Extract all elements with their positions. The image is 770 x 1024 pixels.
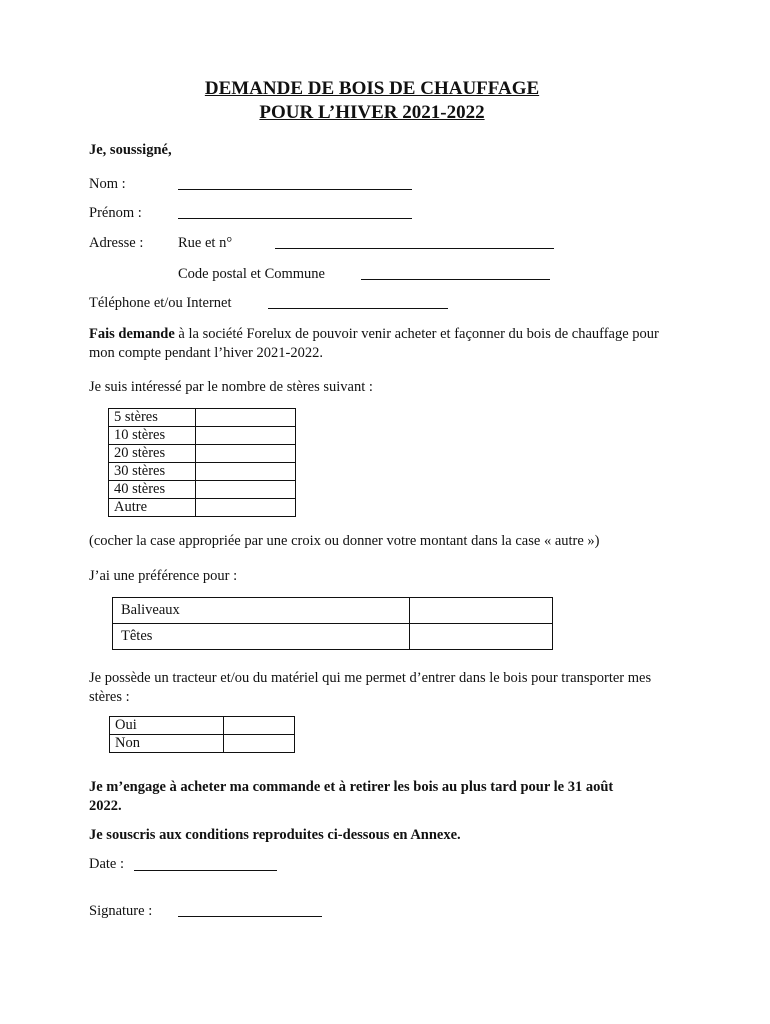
preference-checkbox-cell[interactable] [410, 598, 553, 624]
demande-bold: Fais demande [89, 326, 175, 342]
table-row [110, 717, 295, 735]
table-row [113, 598, 553, 624]
stere-option-label: 30 stères [109, 463, 196, 481]
stere-checkbox-cell[interactable] [196, 409, 296, 427]
stere-option-label: 20 stères [109, 445, 196, 463]
stere-option-label: 40 stères [109, 481, 196, 499]
date-input-line[interactable] [134, 870, 277, 871]
table-row [109, 481, 296, 499]
preference-table [112, 597, 553, 650]
demande-paragraph [89, 325, 659, 363]
preference-option-label: Baliveaux [113, 598, 410, 624]
steres-note: (cocher la case appropriée par une croix ou donner votre montant dans la case « autre ») [89, 533, 600, 549]
demande-rest: à la société Forelux de pouvoir venir acheter et façonner du bois de chauffage pour mon compte pendant l’hiver 2021-2022. [89, 326, 659, 361]
signature-label: Signature : [89, 903, 153, 919]
title-line-2: POUR L’HIVER 2021-2022 [259, 102, 485, 123]
stere-checkbox-cell[interactable] [196, 427, 296, 445]
table-row [109, 427, 296, 445]
table-row [109, 445, 296, 463]
telephone-input-line[interactable] [268, 308, 448, 309]
stere-checkbox-cell[interactable] [196, 445, 296, 463]
code-postal-input-line[interactable] [361, 279, 550, 280]
code-postal-label: Code postal et Commune [178, 266, 325, 282]
tracteur-label: Je possède un tracteur et/ou du matériel qui me permet d’entrer dans le bois pour transporter mes stères : [89, 670, 652, 705]
preference-option-label: Têtes [113, 624, 410, 650]
date-label: Date : [89, 856, 125, 872]
telephone-label: Téléphone et/ou Internet [89, 295, 232, 311]
table-row [110, 735, 295, 753]
tracteur-option-label: Non [110, 735, 224, 753]
table-row [109, 409, 296, 427]
nom-input-line[interactable] [178, 189, 412, 190]
engagement-text: Je m’engage à acheter ma commande et à retirer les bois au plus tard pour le 31 août 2022. [89, 779, 614, 814]
steres-label: Je suis intéressé par le nombre de stères suivant : [89, 379, 373, 395]
conditions-text: Je souscris aux conditions reproduites ci-dessous en Annexe. [89, 827, 461, 843]
table-row [109, 463, 296, 481]
table-row [113, 624, 553, 650]
tracteur-option-label: Oui [110, 717, 224, 735]
adresse-label: Adresse : [89, 235, 144, 251]
prenom-label: Prénom : [89, 205, 142, 221]
stere-checkbox-cell[interactable] [196, 481, 296, 499]
table-row [109, 499, 296, 517]
nom-label: Nom : [89, 176, 126, 192]
rue-input-line[interactable] [275, 248, 554, 249]
stere-option-label: 5 stères [109, 409, 196, 427]
stere-autre-cell[interactable] [196, 499, 296, 517]
stere-checkbox-cell[interactable] [196, 463, 296, 481]
rue-label: Rue et n° [178, 235, 233, 251]
tracteur-checkbox-cell[interactable] [224, 717, 295, 735]
stere-option-label: Autre [109, 499, 196, 517]
tracteur-table [109, 716, 295, 753]
tracteur-checkbox-cell[interactable] [224, 735, 295, 753]
steres-table [108, 408, 296, 517]
stere-option-label: 10 stères [109, 427, 196, 445]
title-line-1: DEMANDE DE BOIS DE CHAUFFAGE [204, 78, 540, 99]
intro-text: Je, soussigné, [89, 142, 172, 158]
signature-input-line[interactable] [178, 916, 322, 917]
prenom-input-line[interactable] [178, 218, 412, 219]
preference-checkbox-cell[interactable] [410, 624, 553, 650]
preference-label: J’ai une préférence pour : [89, 568, 238, 584]
